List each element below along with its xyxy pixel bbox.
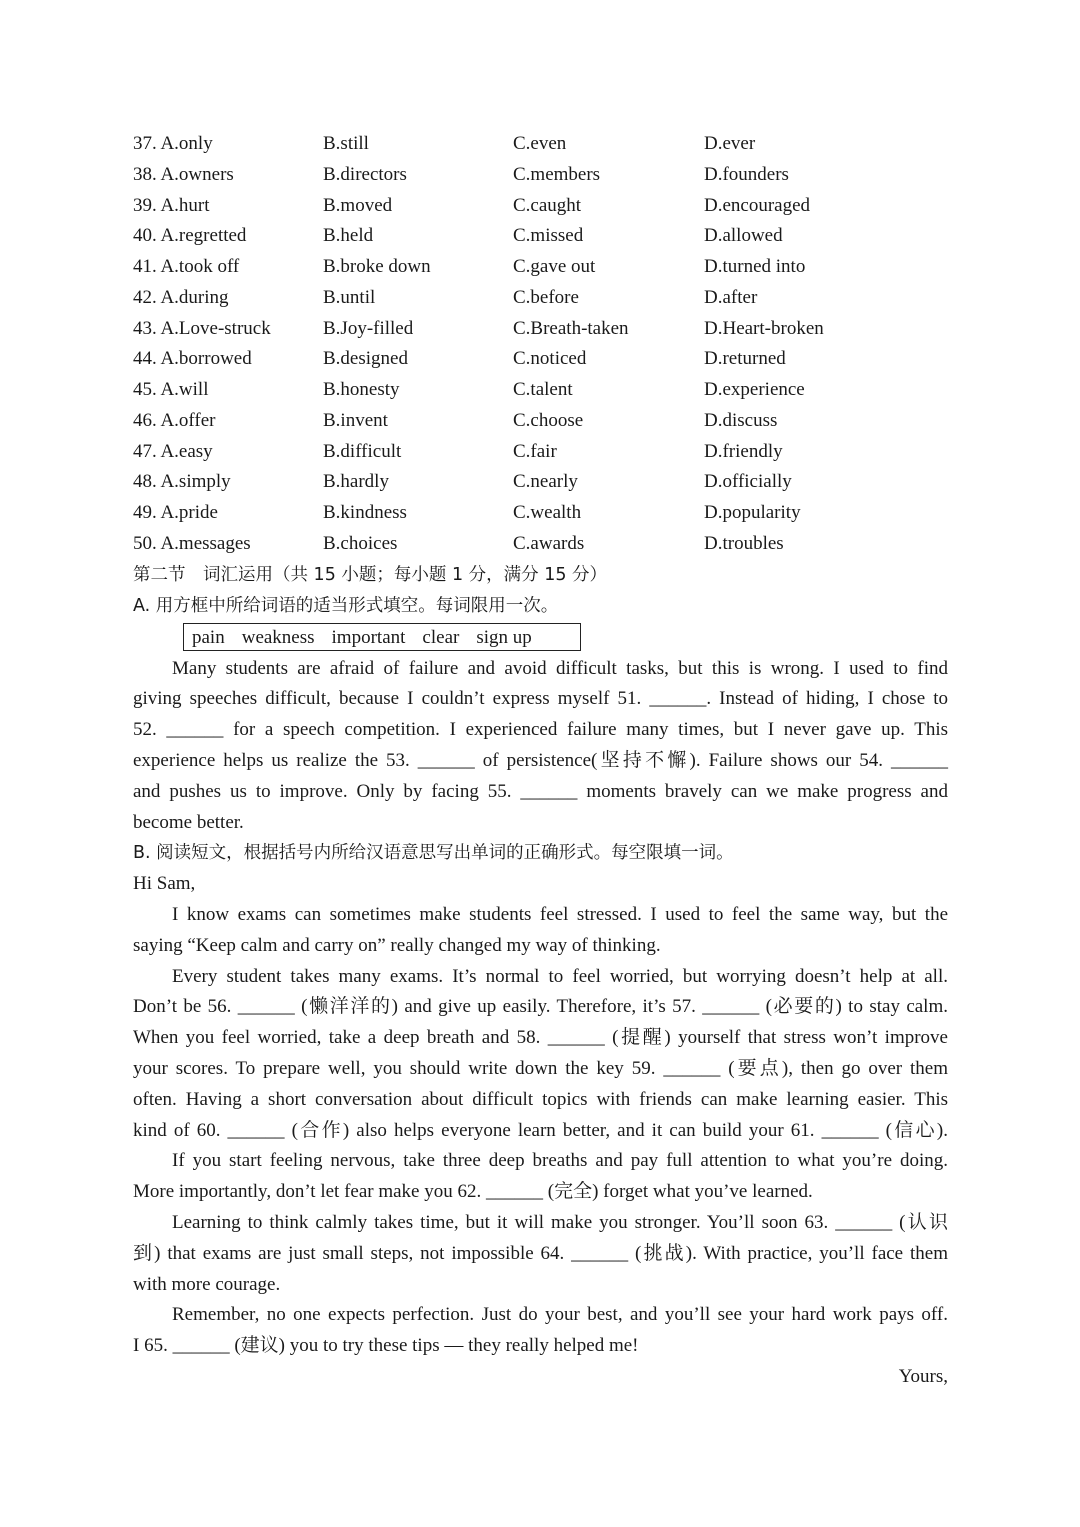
option-c: C.talent <box>513 379 573 400</box>
option-c: C.choose <box>513 409 584 431</box>
passage-b-line: Remember, no one expects perfection. Just do your best, and you’ll see your hard work pays off. <box>172 1304 948 1326</box>
option-row <box>133 467 948 498</box>
option-c: C.caught <box>513 194 582 216</box>
passage-b-line: I 65. ______ (建议) you to try these tips — they really helped me! <box>133 1335 639 1357</box>
option-b: B.kindness <box>323 502 407 523</box>
option-b: B.broke down <box>323 256 431 277</box>
option-d: D.encouraged <box>704 194 811 216</box>
option-d: D.experience <box>704 379 805 400</box>
option-c: C.members <box>513 163 601 185</box>
passage-b-line: kind of 60. ______ (合作) also helps everyone learn better, and it can build your 61. ______ (信心). <box>133 1119 948 1141</box>
section-title: 第二节 词汇运用（共 15 小题；每小题 1 分，满分 15 分） <box>133 565 608 585</box>
option-a: 45. A.will <box>133 379 209 400</box>
option-row <box>133 283 948 314</box>
passage-b-line: If you start feeling nervous, take three deep breaths and pay full attention to what you’re doing. <box>172 1150 948 1172</box>
option-a: 44. A.borrowed <box>133 348 252 370</box>
word-box-item: clear <box>422 626 460 648</box>
option-c: C.gave out <box>513 256 596 277</box>
passage-b-line: 到) that exams are just small steps, not impossible 64. ______ (挑战). With practice, you’ll face them <box>133 1242 948 1264</box>
word-box-item: sign up <box>476 626 532 648</box>
option-b: B.choices <box>323 532 398 554</box>
passage-a-line: and pushes us to improve. Only by facing 55. ______ moments bravely can we make progress and <box>133 780 948 802</box>
option-c: C.wealth <box>513 502 582 523</box>
option-d: D.returned <box>704 348 786 370</box>
passage-a-line: Many students are afraid of failure and avoid difficult tasks, but this is wrong. I used to find <box>172 657 948 679</box>
option-b: B.held <box>323 225 374 247</box>
option-c: C.missed <box>513 225 584 247</box>
option-a: 42. A.during <box>133 286 229 308</box>
option-b: B.moved <box>323 194 393 216</box>
option-d: D.founders <box>704 163 789 185</box>
option-d: D.allowed <box>704 225 783 247</box>
option-row <box>133 191 948 222</box>
passage-b-line: with more courage. <box>133 1273 281 1295</box>
option-b: B.invent <box>323 409 388 431</box>
option-a: 40. A.regretted <box>133 225 247 247</box>
option-row <box>133 344 948 375</box>
passage-b-line: saying “Keep calm and carry on” really changed my way of thinking. <box>133 934 661 956</box>
passage-b-line: More importantly, don’t let fear make you 62. ______ (完全) forget what you’ve learned. <box>133 1181 813 1203</box>
option-row <box>133 221 948 252</box>
option-b: B.honesty <box>323 379 400 400</box>
option-b: B.hardly <box>323 471 389 493</box>
choice-options-table <box>133 129 948 560</box>
passage-b-line: your scores. To prepare well, you should write down the key 59. ______ (要点), then go over them <box>133 1057 948 1079</box>
option-d: D.friendly <box>704 440 783 462</box>
passage-b-line: Don’t be 56. ______ (懒洋洋的) and give up easily. Therefore, it’s 57. ______ (必要的) to stay calm. <box>133 996 948 1018</box>
word-box-row <box>133 622 948 654</box>
option-row <box>133 375 948 406</box>
option-c: C.awards <box>513 532 585 554</box>
option-a: 46. A.offer <box>133 409 216 431</box>
option-c: C.noticed <box>513 348 587 370</box>
passage-b-line: often. Having a short conversation about difficult topics with friends can make learning easier. This <box>133 1088 948 1110</box>
option-a: 39. A.hurt <box>133 194 210 216</box>
passage-a-line: giving speeches difficult, because I couldn’t express myself 51. ______. Instead of hiding, I chose to <box>133 688 948 710</box>
option-d: D.discuss <box>704 409 778 431</box>
option-row <box>133 437 948 468</box>
option-row <box>133 529 948 560</box>
option-d: D.turned into <box>704 256 806 277</box>
option-d: D.after <box>704 286 758 308</box>
option-b: B.Joy-filled <box>323 317 414 339</box>
option-d: D.popularity <box>704 502 801 523</box>
part-b-instruction: B. 阅读短文，根据括号内所给汉语意思写出单词的正确形式。每空限填一词。 <box>133 843 734 864</box>
passage-a-line: become better. <box>133 811 244 833</box>
option-a: 50. A.messages <box>133 532 251 554</box>
option-a: 38. A.owners <box>133 163 234 185</box>
option-c: C.before <box>513 286 579 308</box>
letter-greeting: Hi Sam, <box>133 873 196 895</box>
option-c: C.Breath-taken <box>513 317 629 339</box>
option-b: B.still <box>323 133 369 154</box>
passage-a-line: experience helps us realize the 53. ______ of persistence(坚持不懈). Failure shows our 54. ______ <box>133 749 948 771</box>
option-row <box>133 252 948 283</box>
option-d: D.officially <box>704 471 792 493</box>
option-a: 43. A.Love-struck <box>133 317 271 339</box>
passage-b-line: When you feel worried, take a deep breath and 58. ______ (提醒) yourself that stress won’t improve <box>133 1027 948 1049</box>
option-b: B.designed <box>323 348 408 370</box>
option-c: C.fair <box>513 440 557 462</box>
option-b: B.until <box>323 286 376 308</box>
word-box-item: important <box>331 626 406 648</box>
option-row <box>133 314 948 345</box>
letter-closing: Yours, <box>898 1365 948 1387</box>
option-a: 49. A.pride <box>133 502 218 523</box>
option-row <box>133 129 948 160</box>
option-a: 48. A.simply <box>133 471 231 493</box>
option-c: C.even <box>513 133 567 154</box>
option-row <box>133 406 948 437</box>
option-a: 41. A.took off <box>133 256 240 277</box>
option-b: B.directors <box>323 163 407 185</box>
passage-b-line: Every student takes many exams. It’s normal to feel worried, but worrying doesn’t help at all. <box>172 965 948 987</box>
option-row <box>133 160 948 191</box>
option-a: 37. A.only <box>133 133 213 154</box>
passage-b-line: Learning to think calmly takes time, but it will make you stronger. You’ll soon 63. ______ (认识 <box>172 1211 948 1233</box>
passage-b-line: I know exams can sometimes make students feel stressed. I used to feel the same way, but the <box>172 903 948 925</box>
word-box-item: pain <box>192 626 225 648</box>
passage-a-line: 52. ______ for a speech competition. I experienced failure many times, but I never gave up. This <box>133 719 948 741</box>
option-b: B.difficult <box>323 440 402 462</box>
option-a: 47. A.easy <box>133 440 213 462</box>
word-box-item: weakness <box>241 626 315 648</box>
word-box <box>183 623 581 651</box>
option-c: C.nearly <box>513 471 578 493</box>
option-d: D.ever <box>704 133 756 154</box>
part-a-instruction: A. 用方框中所给词语的适当形式填空。每词限用一次。 <box>133 595 559 616</box>
option-d: D.troubles <box>704 532 784 554</box>
vocabulary-section <box>133 560 948 1393</box>
option-row <box>133 498 948 529</box>
option-d: D.Heart-broken <box>704 317 824 339</box>
